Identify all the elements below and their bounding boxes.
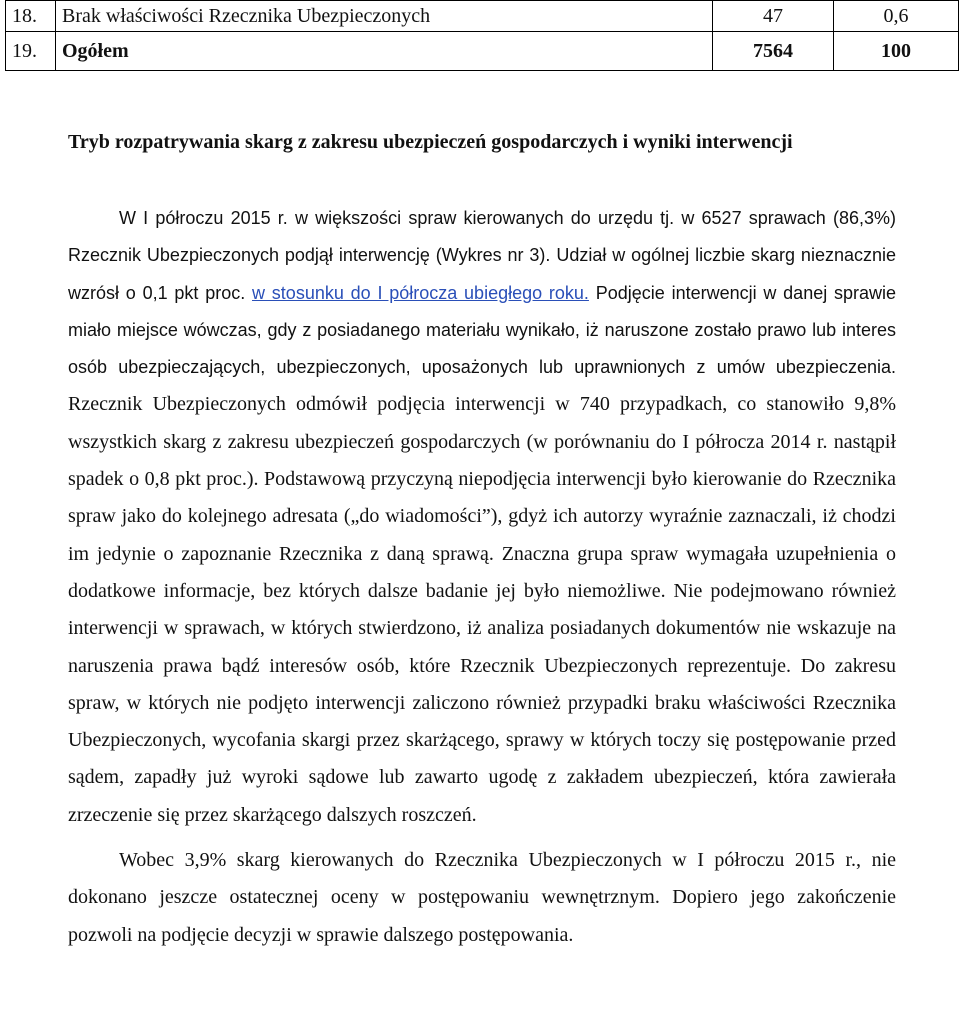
row-percent: 0,6 [834,1,959,32]
row-count: 7564 [713,32,834,71]
row-label: Brak właściwości Rzecznika Ubezpieczonych [56,1,713,32]
table-row-total [6,32,959,71]
paragraph-interventions [68,200,896,834]
paragraph-text: Rzecznik Ubezpieczonych odmówił podjęcia interwencji w 740 przypadkach, co stanowiło 9,8% wszystkich skarg z zakresu ubezpieczeń gospodarczych (w porównaniu do I półrocza 2014 r. nastąpił spadek o 0,8 pkt proc.). Podstawową przyczyną niepodjęcia interwencji było kierowanie do Rzecznika spraw jako do kolejnego adresata („do wiadomości”), gdyż ich autorzy wyraźnie zaznaczali, iż chodzi im jedynie o zapoznanie Rzecznika z daną sprawą. Znaczna grupa spraw wymagała uzupełnienia o dodatkowe informacje, bez których dalsze badanie jej było niemożliwe. Nie podejmowano również interwencji w sprawach, w których stwierdzono, iż analiza posiadanych dokumentów nie wskazuje na naruszenia prawa bądź interesów osób, które Rzecznik Ubezpieczonych reprezentuje. Do zakresu spraw, w których nie podjęto interwencji zaliczono również przypadki braku właściwości Rzecznika Ubezpieczonych, wycofania skargi przez skarżącego, sprawy w których toczy się postępowanie przed sądem, zapadły już wyroki sądowe lub zawarto ugodę z zakładem ubezpieczeń, która zawierała zrzeczenie się przez skarżącego dalszych roszczeń. [68,393,896,826]
row-number: 18. [6,1,56,32]
table-row [6,1,959,32]
row-number: 19. [6,32,56,71]
row-label: Ogółem [56,32,713,71]
document-body [68,200,896,954]
comparison-link[interactable]: w stosunku do I półrocza ubiegłego roku. [252,282,589,303]
row-percent: 100 [834,32,959,71]
section-heading: Tryb rozpatrywania skarg z zakresu ubezpieczeń gospodarczych i wyniki interwencji [68,131,793,153]
statistics-table [5,0,959,71]
paragraph-text: W I półroczu 2015 r. w większości spraw kierowanych do urzędu tj. w 6527 sprawach (86,3%) Rzecznik Ubezpieczonych podjął interwencję (Wykres nr 3). Udział w ogólnej liczbie skarg nieznacznie wzrósł o 0,1 pkt proc. [68,208,896,303]
paragraph-pending: Wobec 3,9% skarg kierowanych do Rzecznika Ubezpieczonych w I półroczu 2015 r., nie dokonano jeszcze ostatecznej oceny w postępowaniu wewnętrznym. Dopiero jego zakończenie pozwoli na podjęcie decyzji w sprawie dalszego postępowania. [68,849,896,946]
paragraph-text: Podjęcie interwencji w danej sprawie miało miejsce wówczas, gdy z posiadanego materiału wynikało, iż naruszone zostało prawo lub interes osób ubezpieczających, ubezpieczonych, uposażonych lub uprawnionych z umów ubezpieczenia. [68,282,897,378]
row-count: 47 [713,1,834,32]
